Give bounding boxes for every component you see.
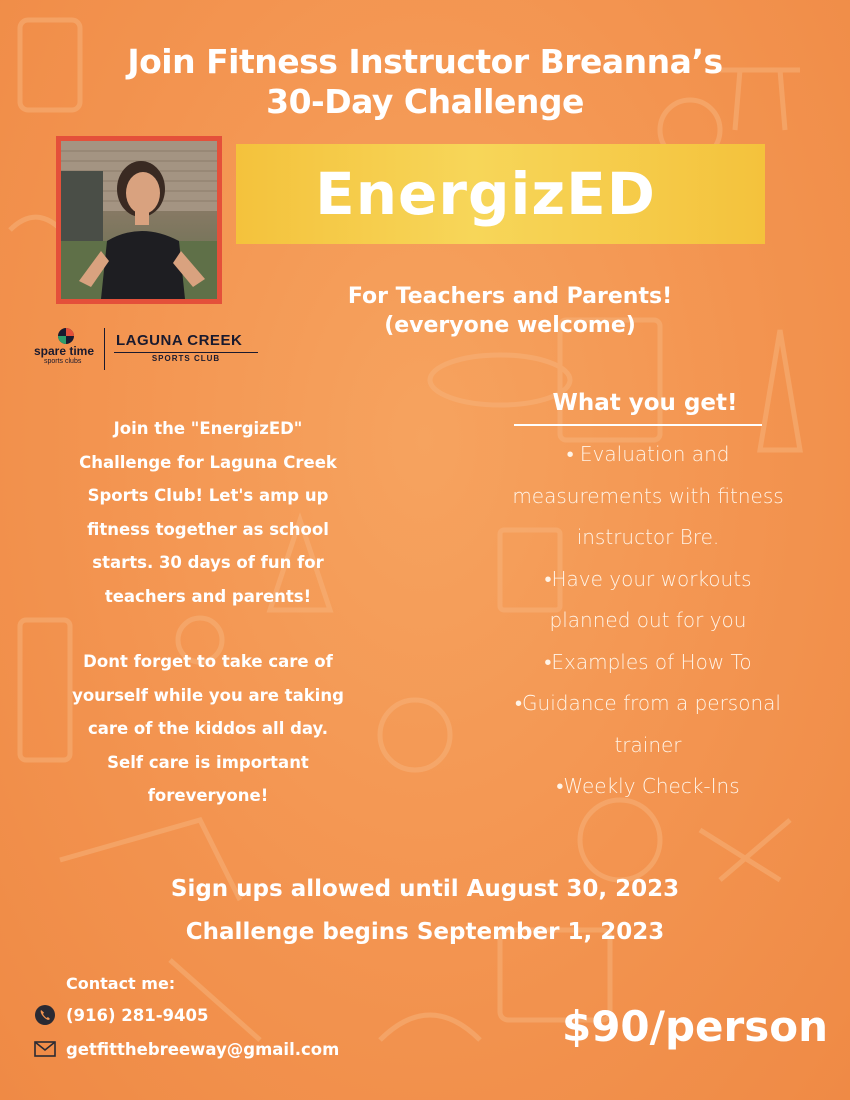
spare-time-sub: sports clubs [44,358,82,365]
challenge-dates [0,868,850,954]
intro-line: starts. 30 days of fun for [92,553,324,572]
club-name: LAGUNA CREEK [116,332,243,349]
benefits-list [470,434,826,808]
signup-deadline: Sign ups allowed until August 30, 2023 [170,876,680,902]
selfcare-line: foreveryone! [147,786,269,805]
benefit-line: •Examples of How To [544,649,752,674]
benefit-line: instructor Bre. [576,525,720,549]
challenge-banner [236,144,765,244]
benefit-line: •Weekly Check-Ins [556,774,740,798]
benefits-heading: What you get! [552,390,738,416]
instructor-photo [61,141,217,299]
audience-subtitle [300,282,720,340]
intro-text [38,412,378,813]
banner-title: EnergizED [315,160,656,228]
selfcare-line: yourself while you are taking [72,685,344,705]
email-address: getfitthebreeway@gmail.com [66,1039,340,1059]
benefit-line: •Guidance from a personal [515,691,781,715]
club-sub: SPORTS CLUB [151,354,221,363]
intro-line: fitness together as school [87,519,329,539]
doodle-ring [380,700,450,770]
club-logo [34,326,274,372]
phone-number: (916) 281-9405 [66,1005,209,1025]
contact-phone[interactable] [34,1002,208,1028]
benefits-heading-underline [514,424,762,426]
intro-line: teachers and parents! [104,586,312,606]
logo-divider [104,328,105,370]
phone-icon [34,1004,56,1026]
envelope-icon [34,1041,56,1057]
doodle-arc [380,1015,480,1040]
doodle-stroke [170,960,260,1040]
challenge-start: Challenge begins September 1, 2023 [185,919,665,945]
benefit-line: •Have your workouts [544,566,752,591]
contact-email[interactable] [34,1036,339,1062]
selfcare-line: Self care is important [107,752,309,772]
benefit-line: • Evaluation and [566,442,730,466]
page-title [0,42,850,122]
selfcare-line: Dont forget to take care of [83,652,333,671]
benefit-line: trainer [614,732,682,757]
title-line-2: 30-Day Challenge [266,82,584,121]
spare-time-name: spare time [34,344,95,358]
subtitle-line-1: For Teachers and Parents! [347,284,673,309]
subtitle-line-2: (everyone welcome) [384,313,636,338]
paragraph-gap [38,613,378,645]
intro-line: Sports Club! Let's amp up [87,486,329,505]
benefit-line: measurements with fitness [512,483,784,508]
instructor-illustration [61,141,217,299]
contact-label: Contact me: [66,974,176,993]
intro-line: Challenge for Laguna Creek [79,452,337,472]
instructor-photo-frame [56,136,222,304]
title-line-1: Join Fitness Instructor Breanna’s [127,42,723,81]
benefit-line: planned out for you [549,608,747,632]
selfcare-line: care of the kiddos all day. [87,719,329,738]
intro-line: Join the "EnergizED" [113,419,303,438]
price-label: $90/person [561,1002,828,1051]
spare-time-logo-icon [56,326,76,346]
club-name-rule [114,352,258,353]
